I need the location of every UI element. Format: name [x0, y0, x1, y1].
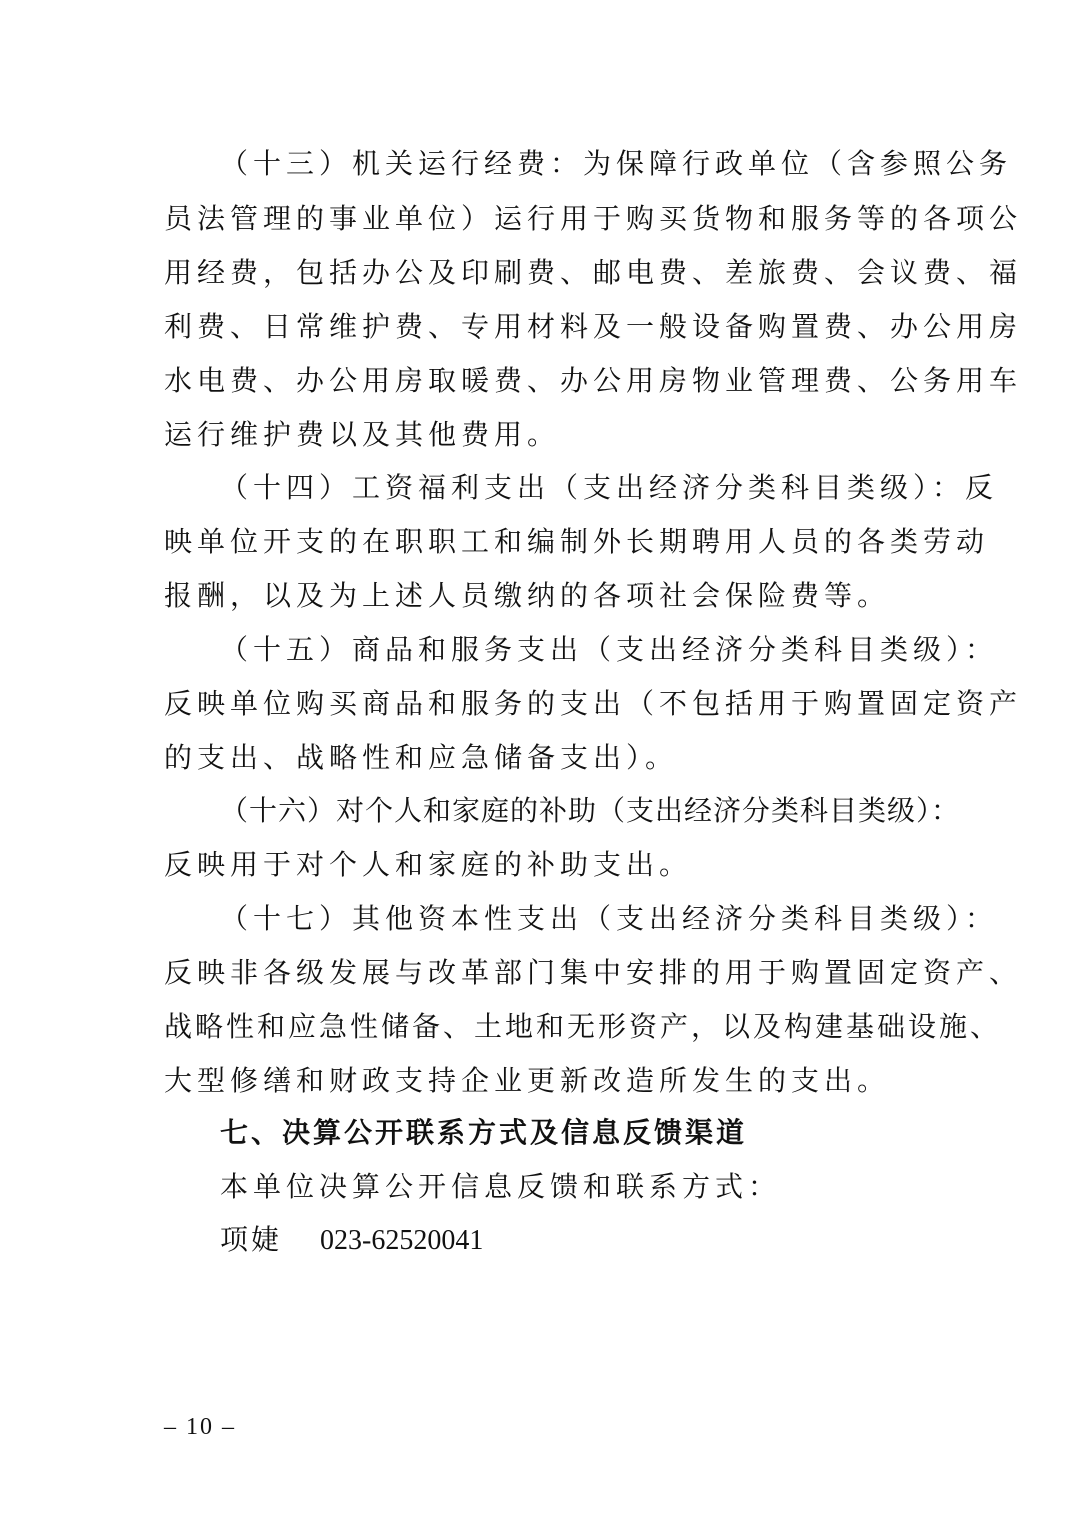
paragraph-16-line-2: 反映用于对个人和家庭的补助支出。: [164, 848, 693, 881]
paragraph-17-line-1: （十七）其他资本性支出（支出经济分类科目类级）：: [220, 902, 999, 935]
paragraph-17-line-3: 战略性和应急性储备、土地和无形资产，以及构建基础设施、: [164, 1010, 1002, 1043]
paragraph-15-line-1: （十五）商品和服务支出（支出经济分类科目类级）：: [220, 633, 999, 666]
paragraph-13-line-2: 员法管理的事业单位）运行用于购买货物和服务等的各项公: [164, 202, 1023, 235]
paragraph-13-line-1: （十三）机关运行经费：为保障行政单位（含参照公务: [220, 147, 1013, 180]
paragraph-16-line-1: （十六）对个人和家庭的补助（支出经济分类科目类级）：: [220, 794, 961, 827]
paragraph-14-line-2: 映单位开支的在职职工和编制外长期聘用人员的各类劳动: [164, 525, 990, 558]
paragraph-13-line-6: 运行维护费以及其他费用。: [164, 418, 561, 451]
paragraph-17-line-4: 大型修缮和财政支持企业更新改造所发生的支出。: [164, 1064, 891, 1097]
paragraph-15-line-3: 的支出、战略性和应急储备支出）。: [164, 741, 679, 774]
paragraph-13-line-3: 用经费，包括办公及印刷费、邮电费、差旅费、会议费、福: [164, 256, 1023, 289]
section-7-heading: 七、决算公开联系方式及信息反馈渠道: [220, 1116, 748, 1149]
contact-phone: 023-62520041: [320, 1225, 484, 1256]
paragraph-14-line-3: 报酬，以及为上述人员缴纳的各项社会保险费等。: [164, 579, 891, 612]
paragraph-13-line-4: 利费、日常维护费、专用材料及一般设备购置费、办公用房: [164, 310, 1023, 343]
paragraph-17-line-2: 反映非各级发展与改革部门集中安排的用于购置固定资产、: [164, 956, 1023, 989]
paragraph-15-line-2: 反映单位购买商品和服务的支出（不包括用于购置固定资产: [164, 687, 1023, 720]
page-number: – 10 –: [164, 1414, 236, 1440]
contact-name: 项婕: [220, 1223, 283, 1256]
contact-intro: 本单位决算公开信息反馈和联系方式：: [220, 1170, 782, 1203]
paragraph-13-line-5: 水电费、办公用房取暖费、办公用房物业管理费、公务用车: [164, 364, 1023, 397]
contact-line: [220, 1222, 925, 1259]
paragraph-14-line-1: （十四）工资福利支出（支出经济分类科目类级）：反: [220, 471, 999, 504]
